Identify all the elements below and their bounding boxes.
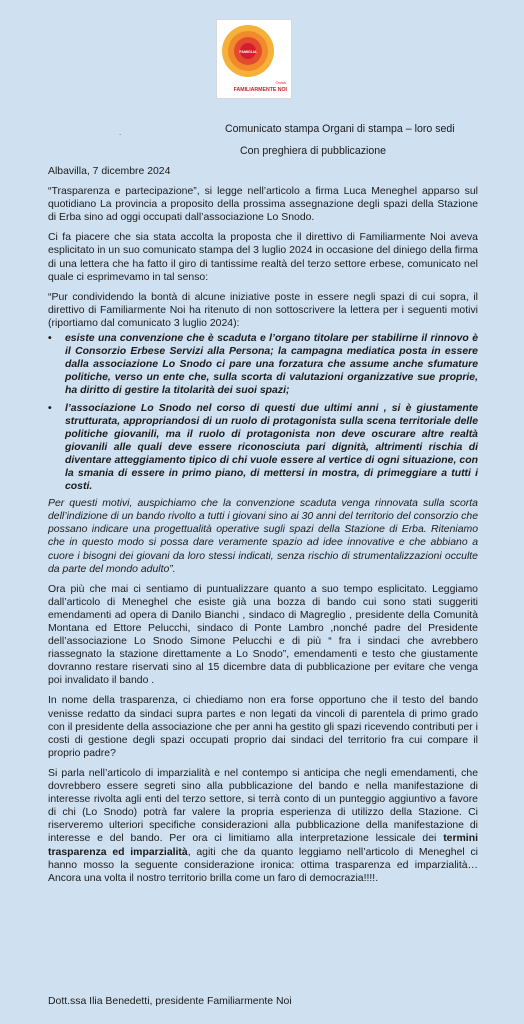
header-recipients: Comunicato stampa Organi di stampa – loro sedi [225,123,455,135]
paragraph-3: “Pur condividendo la bontà di alcune iniziative poste in essere negli spazi di cui sopra, il direttivo di Familiarmente Noi ha ritenuto di non sottoscrivere la lettera per i seguenti motivi (riportiamo dal comunicato 3 luglio 2024): [48,291,478,329]
logo-brand-name: FAMILIARMENTE NOI [233,87,287,93]
paragraph-7-part-1: Si parla nell’articolo di imparzialità e nel contempo si anticipa che negli emendamenti, che dovrebbero essere segreti sino alla pubblicazione del bando e nella manifestazione di interesse rivolta agli enti del terzo settore, si terrà conto di un punteggio aggiuntivo a favore di chi (Lo Snodo) potrà far valere la propria esperienza di utilizzo della Stazione. Ci riserveremo ulteriori specifiche considerazioni alla pubblicazione della manifestazione di interesse e del bando. Per ora ci limitiamo alla interpretazione lessicale dei [48,767,478,845]
paragraph-7-emphasis: termini trasparenza ed imparzialità [48,833,478,858]
bullet-icon: • [48,402,52,414]
logo-center-text: FAMIGLIA [239,50,257,54]
press-release-body [48,165,478,892]
release-date: Albavilla, 7 dicembre 2024 [48,166,171,177]
paragraph-7-part-2: , agiti che da quanto leggiamo nell’articolo di Meneghel ci hanno mosso la seguente considerazione ironica: ottima trasparenza ed imparzialità…Ancora una volta il nostro territorio brilla come un faro di democrazia!!!!. [48,846,478,884]
list-item [48,332,478,397]
header-request: Con preghiera di pubblicazione [240,145,387,157]
familiarmente-noi-logo [216,19,292,99]
paragraph-4-quote: Per questi motivi, auspichiamo che la convenzione scaduta venga rinnovata sulla scorta dell’indizione di un bando rivolto a tutti i giovani sino ai 30 anni del territorio del consorzio che possano indicare una progettualità operative sugli spazi della Stazione di Erba. Riteniamo che in questo modo si possa dare veramente spazio ad idee innovative e che abbiano a cuore i bisogni dei giovani da loro stessi indicati, senza rischio di strumentalizzazioni occulte da parte del mondo adulto”. [48,498,478,575]
list-item [48,402,478,494]
stray-dot: . [119,128,122,137]
signature: Dott.ssa Ilia Benedetti, presidente Familiarmente Noi [48,996,292,1007]
paragraph-5: Ora più che mai ci sentiamo di puntualizzare quanto a suo tempo esplicitato. Leggiamo dall’articolo di Meneghel che esiste già una bozza di bando cui sono stati suggeriti emendamenti ad opera di Danilo Bianchi , sindaco di Magreglio , presidente della Comunità Montana ed Ettore Pelucchi, sindaco di Ponte Lambro ,nonché padre del Presidente dell’associazione Lo Snodo Simone Pelucchi e di più “ fra i sindaci che avrebbero riassegnato la stazione direttamente a Lo Snodo”, emendamenti e testo che giustamente dovranno restare riservati sino al 15 dicembre data di pubblicazione per evitare che venga poi invalidato il bando . [48,583,478,687]
paragraph-2: Ci fa piacere che sia stata accolta la proposta che il direttivo di Familiarmente Noi aveva esplicitato in un suo comunicato stampa del 3 luglio 2024 in occasione del diniego della firma di una lettera che ha fatto il giro di tantissime realtà del terzo settore erbese, comunicato nel quale ci esprimevamo in tal senso: [48,232,478,283]
paragraph-6: In nome della trasparenza, ci chiediamo non era forse opportuno che il testo del bando venisse redatto da sindaci supra partes e non legati da vincoli di parentela di primo grado con il presidente della associazione che per anni ha gestito gli spazi ricevendo contributi per i costi di gestione degli spazi occupati proprio dai sindaci del territorio fra cui compare il proprio padre? [48,695,478,759]
paragraph-7 [48,767,478,885]
logo-subtitle: Onlus [275,80,286,85]
list-item-text: esiste una convenzione che è scaduta e l’organo titolare per stabilirne il rinnovo è il Consorzio Erbese Servizi alla Persona; la campagna mediatica posta in essere dalla associazione Lo Snodo ci pare una forzatura che assume anche sfumature politiche, verso un ente che, sulla scorta di valutazioni organizzative sue proprie, ha diritto di gestire la titolarità dei suoi spazi; [65,333,478,397]
list-item-text: l’associazione Lo Snodo nel corso di questi due ultimi anni , si è giustamente strutturata, appropriandosi di un ruolo di protagonista sulla scena territoriale delle politiche giovanili, ma il ruolo di protagonista non deve oscurare altre realtà giovanili alle quali deve essere riconosciuta pari dignità, altrimenti rischia di diventare atteggiamento tipico di chi vuole essere al vertice di ogni situazione, con la smania di essere in primo piano, di mettersi in mostra, di primeggiare a tutti i costi. [65,402,478,493]
bullet-icon: • [48,333,52,345]
motivations-list [48,332,478,493]
paragraph-1: “Trasparenza e partecipazione”, si legge nell’articolo a firma Luca Meneghel apparso sul quotidiano La provincia a proposito della prossima assegnazione degli spazi della Stazione di Erba sino ad oggi occupati dall’associazione Lo Snodo. [48,186,478,224]
